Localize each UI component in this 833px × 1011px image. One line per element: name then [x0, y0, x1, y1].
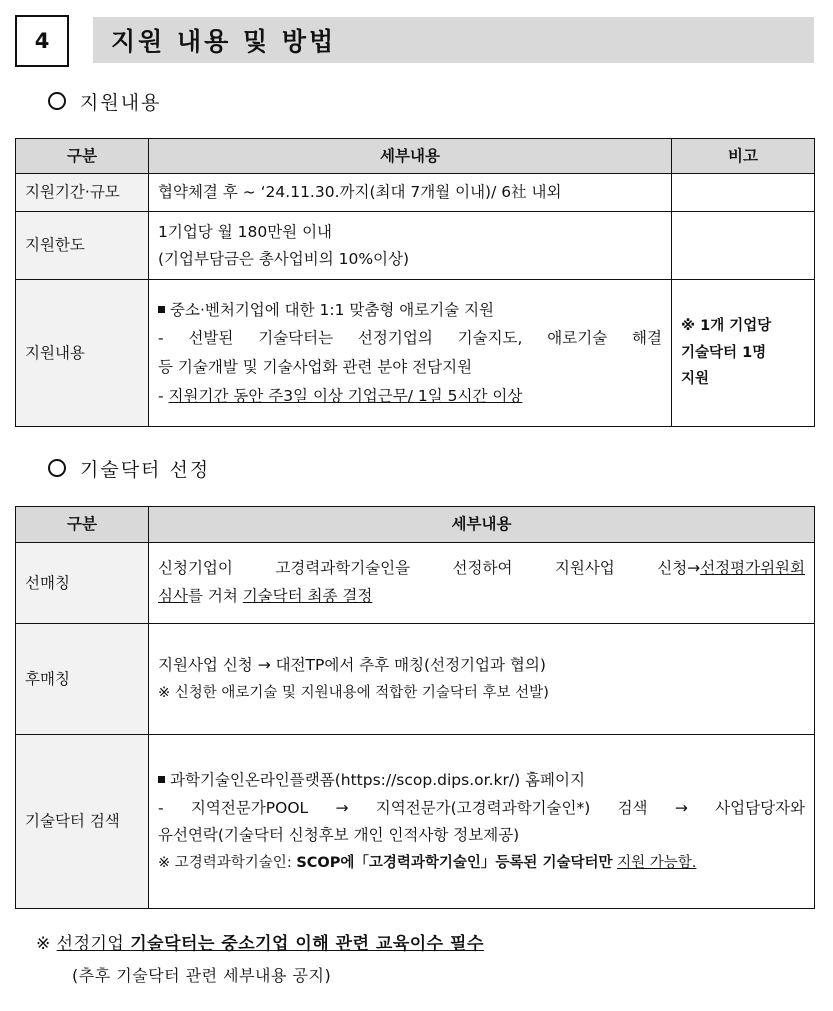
row-detail	[149, 212, 672, 280]
row-note	[672, 212, 815, 280]
table-row	[16, 174, 815, 212]
row-note: ※ 1개 기업당 기술닥터 1명 지원	[672, 280, 815, 427]
header-detail: 세부내용	[149, 507, 815, 543]
row-detail	[149, 543, 815, 624]
square-bullet-icon	[158, 306, 165, 313]
circle-bullet-icon	[48, 459, 66, 477]
row-category: 지원한도	[16, 212, 149, 280]
subsection-support-content	[48, 88, 161, 115]
detail-line: 등 기술개발 및 기술사업화 관련 분야 전담지원	[158, 358, 473, 376]
table-row	[16, 735, 815, 909]
detail-line: 지원사업 신청 → 대전TP에서 추후 매칭(선정기업과 협의)	[158, 656, 546, 674]
section-number: 4	[15, 15, 69, 67]
circle-bullet-icon	[48, 92, 66, 110]
row-category: 선매칭	[16, 543, 149, 624]
table-row	[16, 212, 815, 280]
section-header	[15, 15, 815, 67]
table-row	[16, 543, 815, 624]
section-title-bar	[93, 17, 814, 63]
table-row	[16, 624, 815, 735]
row-category: 지원내용	[16, 280, 149, 427]
header-category: 구분	[16, 507, 149, 543]
detail-line: - 지역전문가POOL → 지역전문가(고경력과학기술인*) 검색 → 사업담당자와	[158, 798, 805, 817]
detail-line: - 선발된 기술닥터는 선정기업의 기술지도, 애로기술 해결	[158, 329, 662, 348]
detail-line: ※ 신청한 애로기술 및 지원내용에 적합한 기술닥터 후보 선발)	[158, 684, 549, 701]
subsection-title: 지원내용	[80, 92, 162, 114]
section-title: 지원 내용 및 방법	[111, 27, 337, 56]
row-detail	[149, 280, 672, 427]
table-row	[16, 280, 815, 427]
row-detail: 협약체결 후 ~ ‘24.11.30.까지(최대 7개월 이내)/ 6社 내외	[149, 174, 672, 212]
row-note	[672, 174, 815, 212]
row-category: 기술닥터 검색	[16, 735, 149, 909]
row-category: 지원기간·규모	[16, 174, 149, 212]
header-note: 비고	[672, 139, 815, 174]
support-content-table	[15, 138, 815, 427]
header-detail: 세부내용	[149, 139, 672, 174]
table-header-row	[16, 507, 815, 543]
doctor-selection-table	[15, 506, 815, 909]
detail-line: 중소·벤처기업에 대한 1:1 맞춤형 애로기술 지원	[158, 296, 662, 325]
header-category: 구분	[16, 139, 149, 174]
detail-line: 유선연락(기술닥터 신청후보 개인 인적사항 정보제공)	[158, 826, 520, 845]
detail-line: - 지원기간 동안 주3일 이상 기업근무/ 1일 5시간 이상	[158, 386, 523, 405]
detail-line: 1기업당 월 180만원 이내	[158, 223, 333, 242]
detail-line: ※ 고경력과학기술인: SCOP에「고경력과학기술인」등록된 기술닥터만 지원 가능함.	[158, 855, 697, 872]
subsection-title: 기술닥터 선정	[80, 459, 211, 481]
square-bullet-icon	[158, 776, 165, 783]
subsection-doctor-selection	[48, 455, 210, 482]
row-detail	[149, 735, 815, 909]
table-header-row	[16, 139, 815, 174]
footer-subnote: (추후 기술닥터 관련 세부내용 공지)	[72, 966, 332, 985]
detail-line: 심사를 거쳐 기술닥터 최종 결정	[158, 587, 373, 605]
detail-line: 신청기업이 고경력과학기술인을 선정하여 지원사업 신청→선정평가위원회	[158, 559, 805, 578]
detail-line: 과학기술인온라인플랫폼(https://scop.dips.or.kr/) 홈페이지	[158, 767, 805, 795]
row-category: 후매칭	[16, 624, 149, 735]
footer-note: ※ 선정기업 기술닥터는 중소기업 이해 관련 교육이수 필수	[36, 934, 484, 954]
row-detail	[149, 624, 815, 735]
detail-line: (기업부담금은 총사업비의 10%이상)	[158, 249, 410, 268]
